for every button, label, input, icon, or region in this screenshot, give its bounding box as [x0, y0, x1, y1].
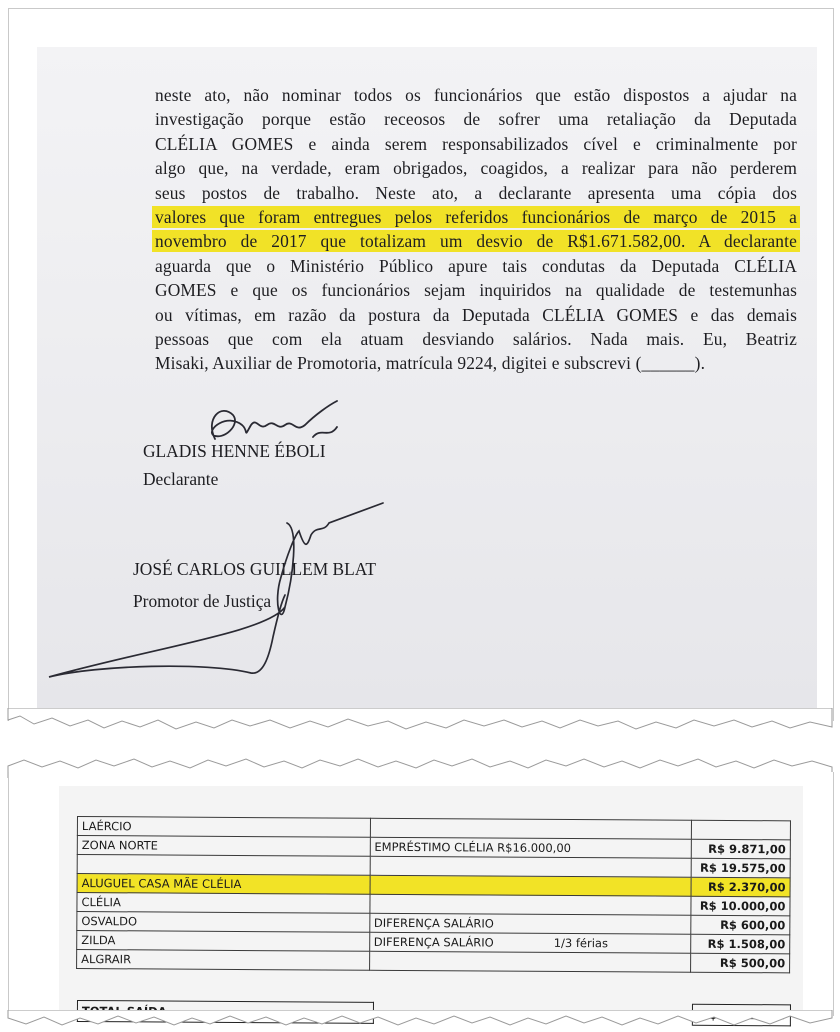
ledger-desc: DIFERENÇA SALÁRIO — [369, 913, 691, 934]
ledger-name — [77, 855, 370, 876]
prosecutor-name: JOSÉ CARLOS GUILLEM BLAT — [133, 559, 376, 579]
declaration-photo — [37, 47, 817, 715]
ledger-value: R$ 1.508,00 — [691, 934, 790, 954]
ledger-table — [76, 816, 791, 973]
declaration-line: pessoas que com ela atuam desviando salários. Nada mais. Eu, Beatriz — [155, 329, 797, 350]
ledger-value — [692, 820, 791, 840]
ledger-desc — [370, 875, 692, 896]
prosecutor-role: Promotor de Justiça — [133, 591, 272, 611]
table-row — [77, 950, 790, 973]
highlight-mark: novembro de 2017 que totalizam um desvio de R$1.671.582,00. A declarante — [152, 230, 800, 252]
handwritten-signatures — [37, 47, 817, 715]
ledger-sheet — [8, 772, 834, 1016]
declaration-line: CLÉLIA GOMES e ainda serem responsabilizados cível e criminalmente por — [155, 133, 797, 154]
ledger-name: CLÉLIA — [77, 893, 370, 914]
ledger-desc — [369, 932, 691, 953]
torn-edge — [0, 708, 840, 738]
ledger-value: R$ 19.575,00 — [691, 858, 790, 878]
highlight-mark: valores que foram entregues pelos referidos funcionários de março de 2015 a — [152, 206, 800, 228]
ledger-name: ALUGUEL CASA MÃE CLÉLIA — [77, 874, 370, 895]
ledger-name: ZONA NORTE — [77, 836, 370, 857]
ledger-desc — [369, 951, 691, 972]
ledger-photo — [59, 786, 803, 1010]
ledger-name: ALGRAIR — [77, 950, 370, 971]
ledger-value: R$ 10.000,00 — [691, 896, 790, 916]
ledger-desc — [370, 894, 692, 915]
declarant-handwritten-signature — [212, 401, 337, 439]
ledger-name: OSVALDO — [77, 912, 370, 933]
declaration-sheet — [8, 8, 834, 721]
ledger-note: 1/3 férias — [553, 935, 609, 951]
ledger-value: R$ 2.370,00 — [691, 877, 790, 897]
ledger-value: R$ 500,00 — [691, 953, 790, 973]
declaration-line: investigação porque estão receosos de sofrer uma retaliação da Deputada — [155, 109, 797, 130]
declaration-line: GOMES e que os funcionários sejam inquiridos na qualidade de testemunhas — [155, 280, 797, 301]
declarant-role: Declarante — [143, 469, 219, 489]
ledger-desc: EMPRÉSTIMO CLÉLIA R$16.000,00 — [370, 837, 692, 858]
ledger-value: R$ 9.871,00 — [692, 839, 791, 859]
declaration-line: aguarda que o Ministério Público apure tais condutas da Deputada CLÉLIA — [155, 255, 797, 276]
ledger-name: ZILDA — [77, 931, 370, 952]
declaration-line: neste ato, não nominar todos os funcionários que estão dispostos a ajudar na — [155, 85, 797, 105]
ledger-name: LAÉRCIO — [77, 817, 370, 838]
declaration-line: ou vítimas, em razão da postura da Deputada CLÉLIA GOMES e das demais — [155, 304, 797, 325]
ledger-desc-text: DIFERENÇA SALÁRIO — [373, 934, 494, 950]
ledger-value: R$ 600,00 — [691, 915, 790, 935]
ledger-desc — [370, 818, 692, 839]
declaration-line: Misaki, Auxiliar de Promotoria, matrícula 9224, digitei e subscrevi (______). — [155, 353, 706, 374]
ledger-desc — [370, 856, 692, 877]
declaration-line: seus postos de trabalho. Neste ato, a declarante apresenta uma cópia dos — [155, 182, 797, 203]
torn-edge — [0, 1010, 840, 1032]
prosecutor-handwritten-signature — [49, 503, 383, 677]
declarant-name: GLADIS HENNE ÉBOLI — [143, 441, 326, 461]
declaration-line: algo que, na verdade, eram obrigados, coagidos, a realizar para não perderem — [155, 158, 797, 179]
